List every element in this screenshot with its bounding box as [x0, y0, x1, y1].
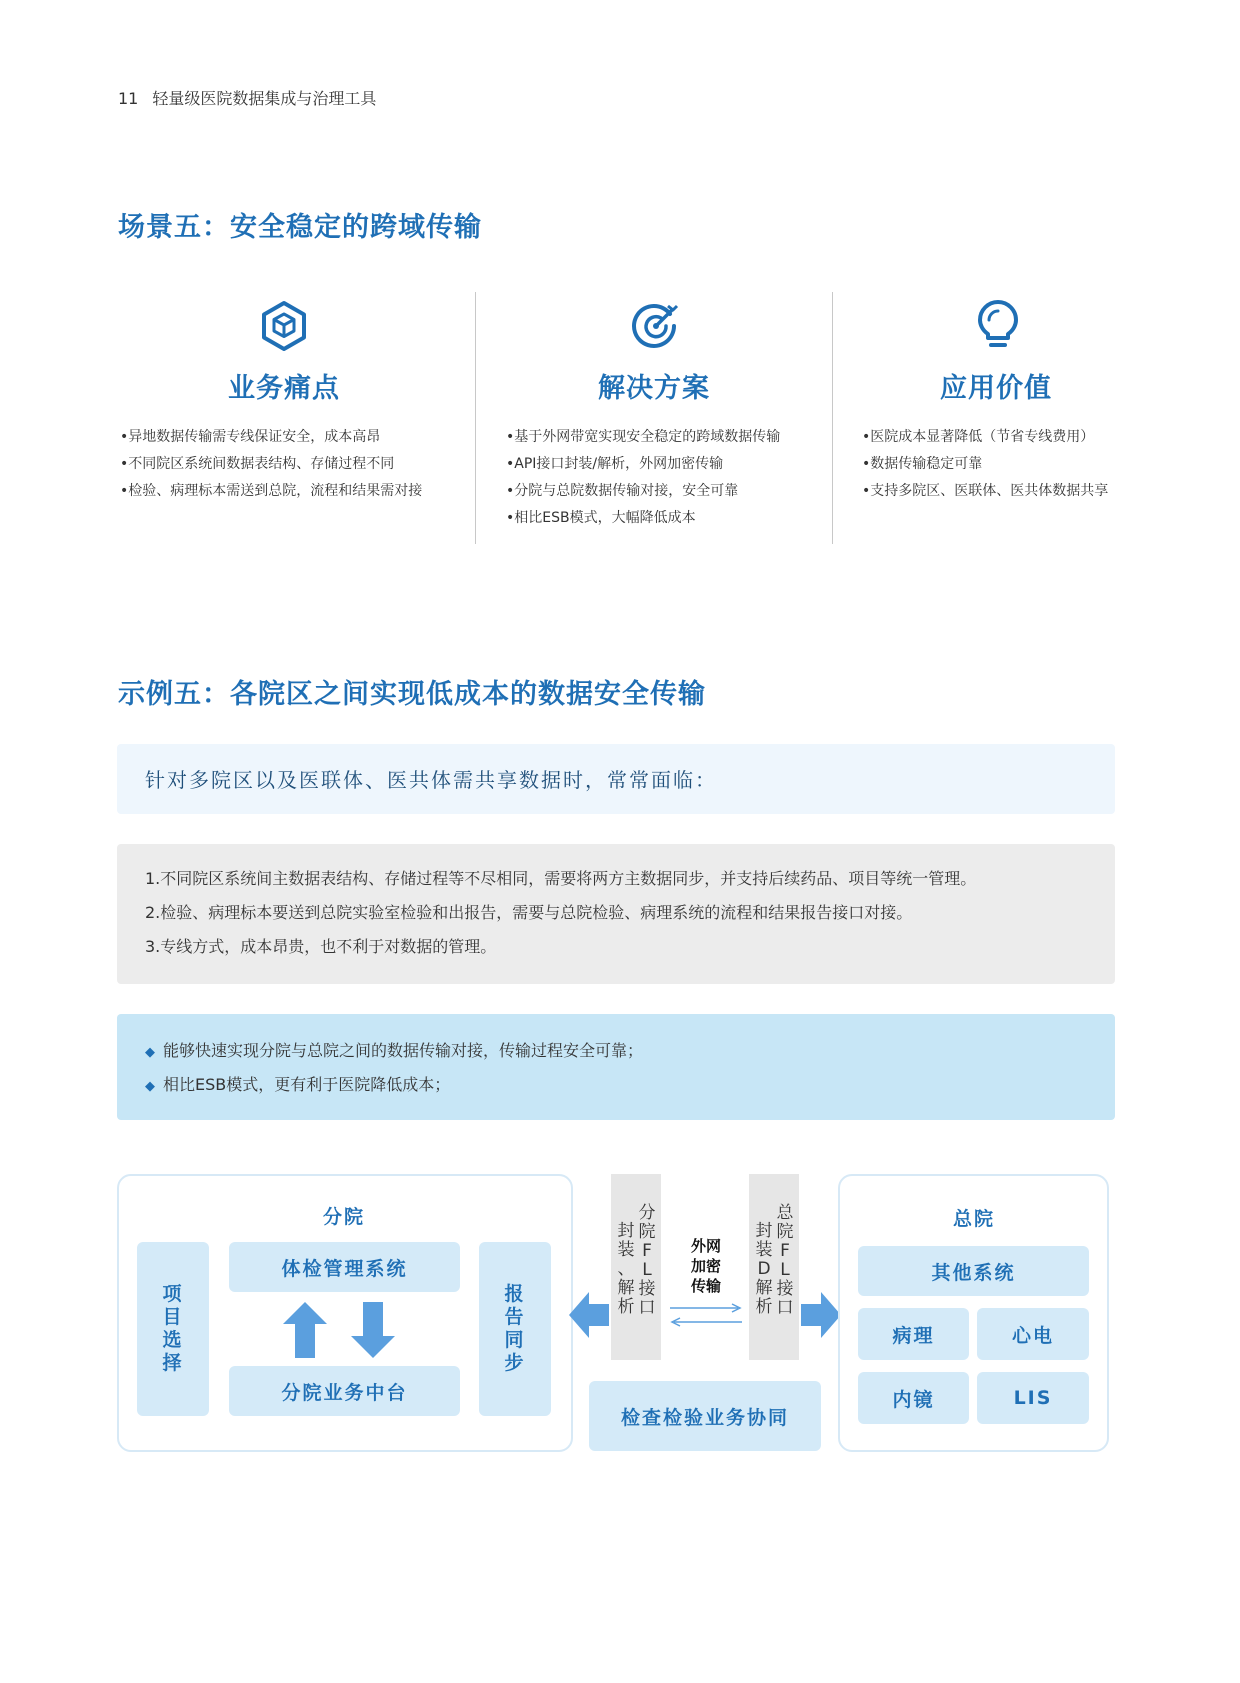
branch-title: 分院: [323, 1206, 366, 1228]
intro-text: 针对多院区以及医联体、医共体需共享数据时，常常面临：: [145, 768, 717, 792]
label-char: L: [642, 1260, 652, 1280]
right-arrow-icon: [801, 1292, 841, 1338]
tile-char: 择: [162, 1352, 184, 1374]
tile-char: 报: [504, 1283, 526, 1305]
label-char: 封: [617, 1221, 635, 1241]
label-char: F: [780, 1241, 790, 1261]
tile-char: 步: [504, 1352, 526, 1374]
exam-system-tile: 体检管理系统: [229, 1242, 460, 1292]
label-char: 析: [755, 1297, 773, 1317]
list-item: •基于外网带宽实现安全稳定的跨域数据传输: [506, 429, 781, 445]
tile-char: 项: [162, 1283, 184, 1305]
label-char: 析: [617, 1297, 635, 1317]
list-item: •医院成本显著降低（节省专线费用）: [862, 429, 1095, 445]
ecg-tile: 心电: [977, 1308, 1089, 1360]
label-char: 口: [638, 1298, 656, 1318]
problem-item: 3.专线方式，成本昂贵，也不利于对数据的管理。: [145, 937, 497, 956]
label-char: 总: [776, 1203, 794, 1223]
label-char: 分: [638, 1203, 656, 1223]
benefits-box: [117, 1014, 1115, 1120]
tile-char: 告: [504, 1306, 526, 1328]
lightbulb-icon: [972, 300, 1024, 352]
list-item: •支持多院区、医联体、医共体数据共享: [862, 483, 1109, 499]
sync-arrows-icon: [283, 1302, 407, 1360]
diamond-bullet-icon: ◆: [145, 1045, 155, 1060]
column-divider: [475, 292, 476, 544]
value-list: [862, 424, 1108, 505]
label-line: 传输: [690, 1277, 721, 1295]
encrypted-transfer-label: [688, 1236, 724, 1296]
label-char: D: [757, 1259, 771, 1279]
diamond-bullet-icon: ◆: [145, 1079, 155, 1094]
pain-points-list: [120, 424, 422, 505]
list-item: •分院与总院数据传输对接，安全可靠: [506, 483, 739, 499]
label-char: 、: [617, 1259, 635, 1279]
benefit-text: 能够快速实现分院与总院之间的数据传输对接，传输过程安全可靠；: [163, 1041, 644, 1060]
lis-tile: LIS: [977, 1372, 1089, 1424]
page-number: 11: [118, 89, 139, 108]
label-char: 装: [755, 1240, 773, 1260]
column-title: 应用价值: [940, 373, 1052, 404]
problem-item: 2.检验、病理标本要送到总院实验室检验和出报告，需要与总院检验、病理系统的流程和结果报告接口对接。: [145, 903, 913, 922]
label-char: 解: [755, 1278, 773, 1298]
list-item: •API接口封装/解析，外网加密传输: [506, 456, 724, 472]
label-char: 口: [776, 1298, 794, 1318]
label-char: L: [780, 1260, 790, 1280]
list-item: •不同院区系统间数据表结构、存储过程不同: [120, 456, 395, 472]
left-arrow-icon: [569, 1292, 609, 1338]
label-char: 装: [617, 1240, 635, 1260]
doc-title: 轻量级医院数据集成与治理工具: [152, 89, 377, 108]
benefit-text: 相比ESB模式，更有利于医院降低成本；: [163, 1075, 451, 1094]
intro-box: [117, 744, 1115, 814]
label-line: 加密: [690, 1257, 721, 1275]
label-char: 接: [776, 1279, 794, 1299]
branch-interface-label: [638, 1204, 656, 1318]
list-item: •相比ESB模式，大幅降低成本: [506, 510, 696, 526]
example-title: 示例五：各院区之间实现低成本的数据安全传输: [118, 679, 706, 710]
column-title: 解决方案: [598, 373, 710, 404]
bidirectional-arrows-icon: [668, 1302, 744, 1328]
business-platform-tile: 分院业务中台: [229, 1366, 460, 1416]
scene-title: 场景五：安全稳定的跨域传输: [118, 212, 482, 243]
endoscopy-tile: 内镜: [858, 1372, 969, 1424]
hq-title: 总院: [953, 1208, 996, 1230]
page-header: [118, 86, 376, 109]
cube-icon: [258, 300, 310, 352]
label-char: 封: [755, 1221, 773, 1241]
tile-char: 目: [162, 1306, 184, 1328]
benefit-item: [145, 1072, 450, 1095]
tile-char: 同: [504, 1329, 526, 1351]
target-icon: [630, 300, 682, 352]
branch-interface-label: [617, 1222, 635, 1317]
label-char: 院: [776, 1222, 794, 1242]
label-char: F: [642, 1241, 652, 1261]
problems-box: [117, 844, 1115, 984]
report-sync-tile: [479, 1242, 551, 1416]
pathology-tile: 病理: [858, 1308, 969, 1360]
list-item: •异地数据传输需专线保证安全，成本高昂: [120, 429, 381, 445]
label-char: 解: [617, 1278, 635, 1298]
tile-char: 选: [162, 1329, 184, 1351]
label-char: 接: [638, 1279, 656, 1299]
column-title: 业务痛点: [228, 373, 340, 404]
benefit-item: [145, 1038, 643, 1061]
label-line: 外网: [690, 1237, 721, 1255]
list-item: •数据传输稳定可靠: [862, 456, 983, 472]
column-divider: [832, 292, 833, 544]
list-item: •检验、病理标本需送到总院，流程和结果需对接: [120, 483, 423, 499]
hq-interface-label: [776, 1204, 794, 1318]
problem-item: 1.不同院区系统间主数据表结构、存储过程等不尽相同，需要将两方主数据同步，并支持后续药品、项目等统一管理。: [145, 869, 977, 888]
other-systems-tile: 其他系统: [858, 1246, 1089, 1296]
label-char: 院: [638, 1222, 656, 1242]
hq-interface-label: [755, 1222, 773, 1317]
collaboration-tile: 检查检验业务协同: [589, 1381, 821, 1451]
project-select-tile: [137, 1242, 209, 1416]
solution-list: [506, 424, 780, 532]
